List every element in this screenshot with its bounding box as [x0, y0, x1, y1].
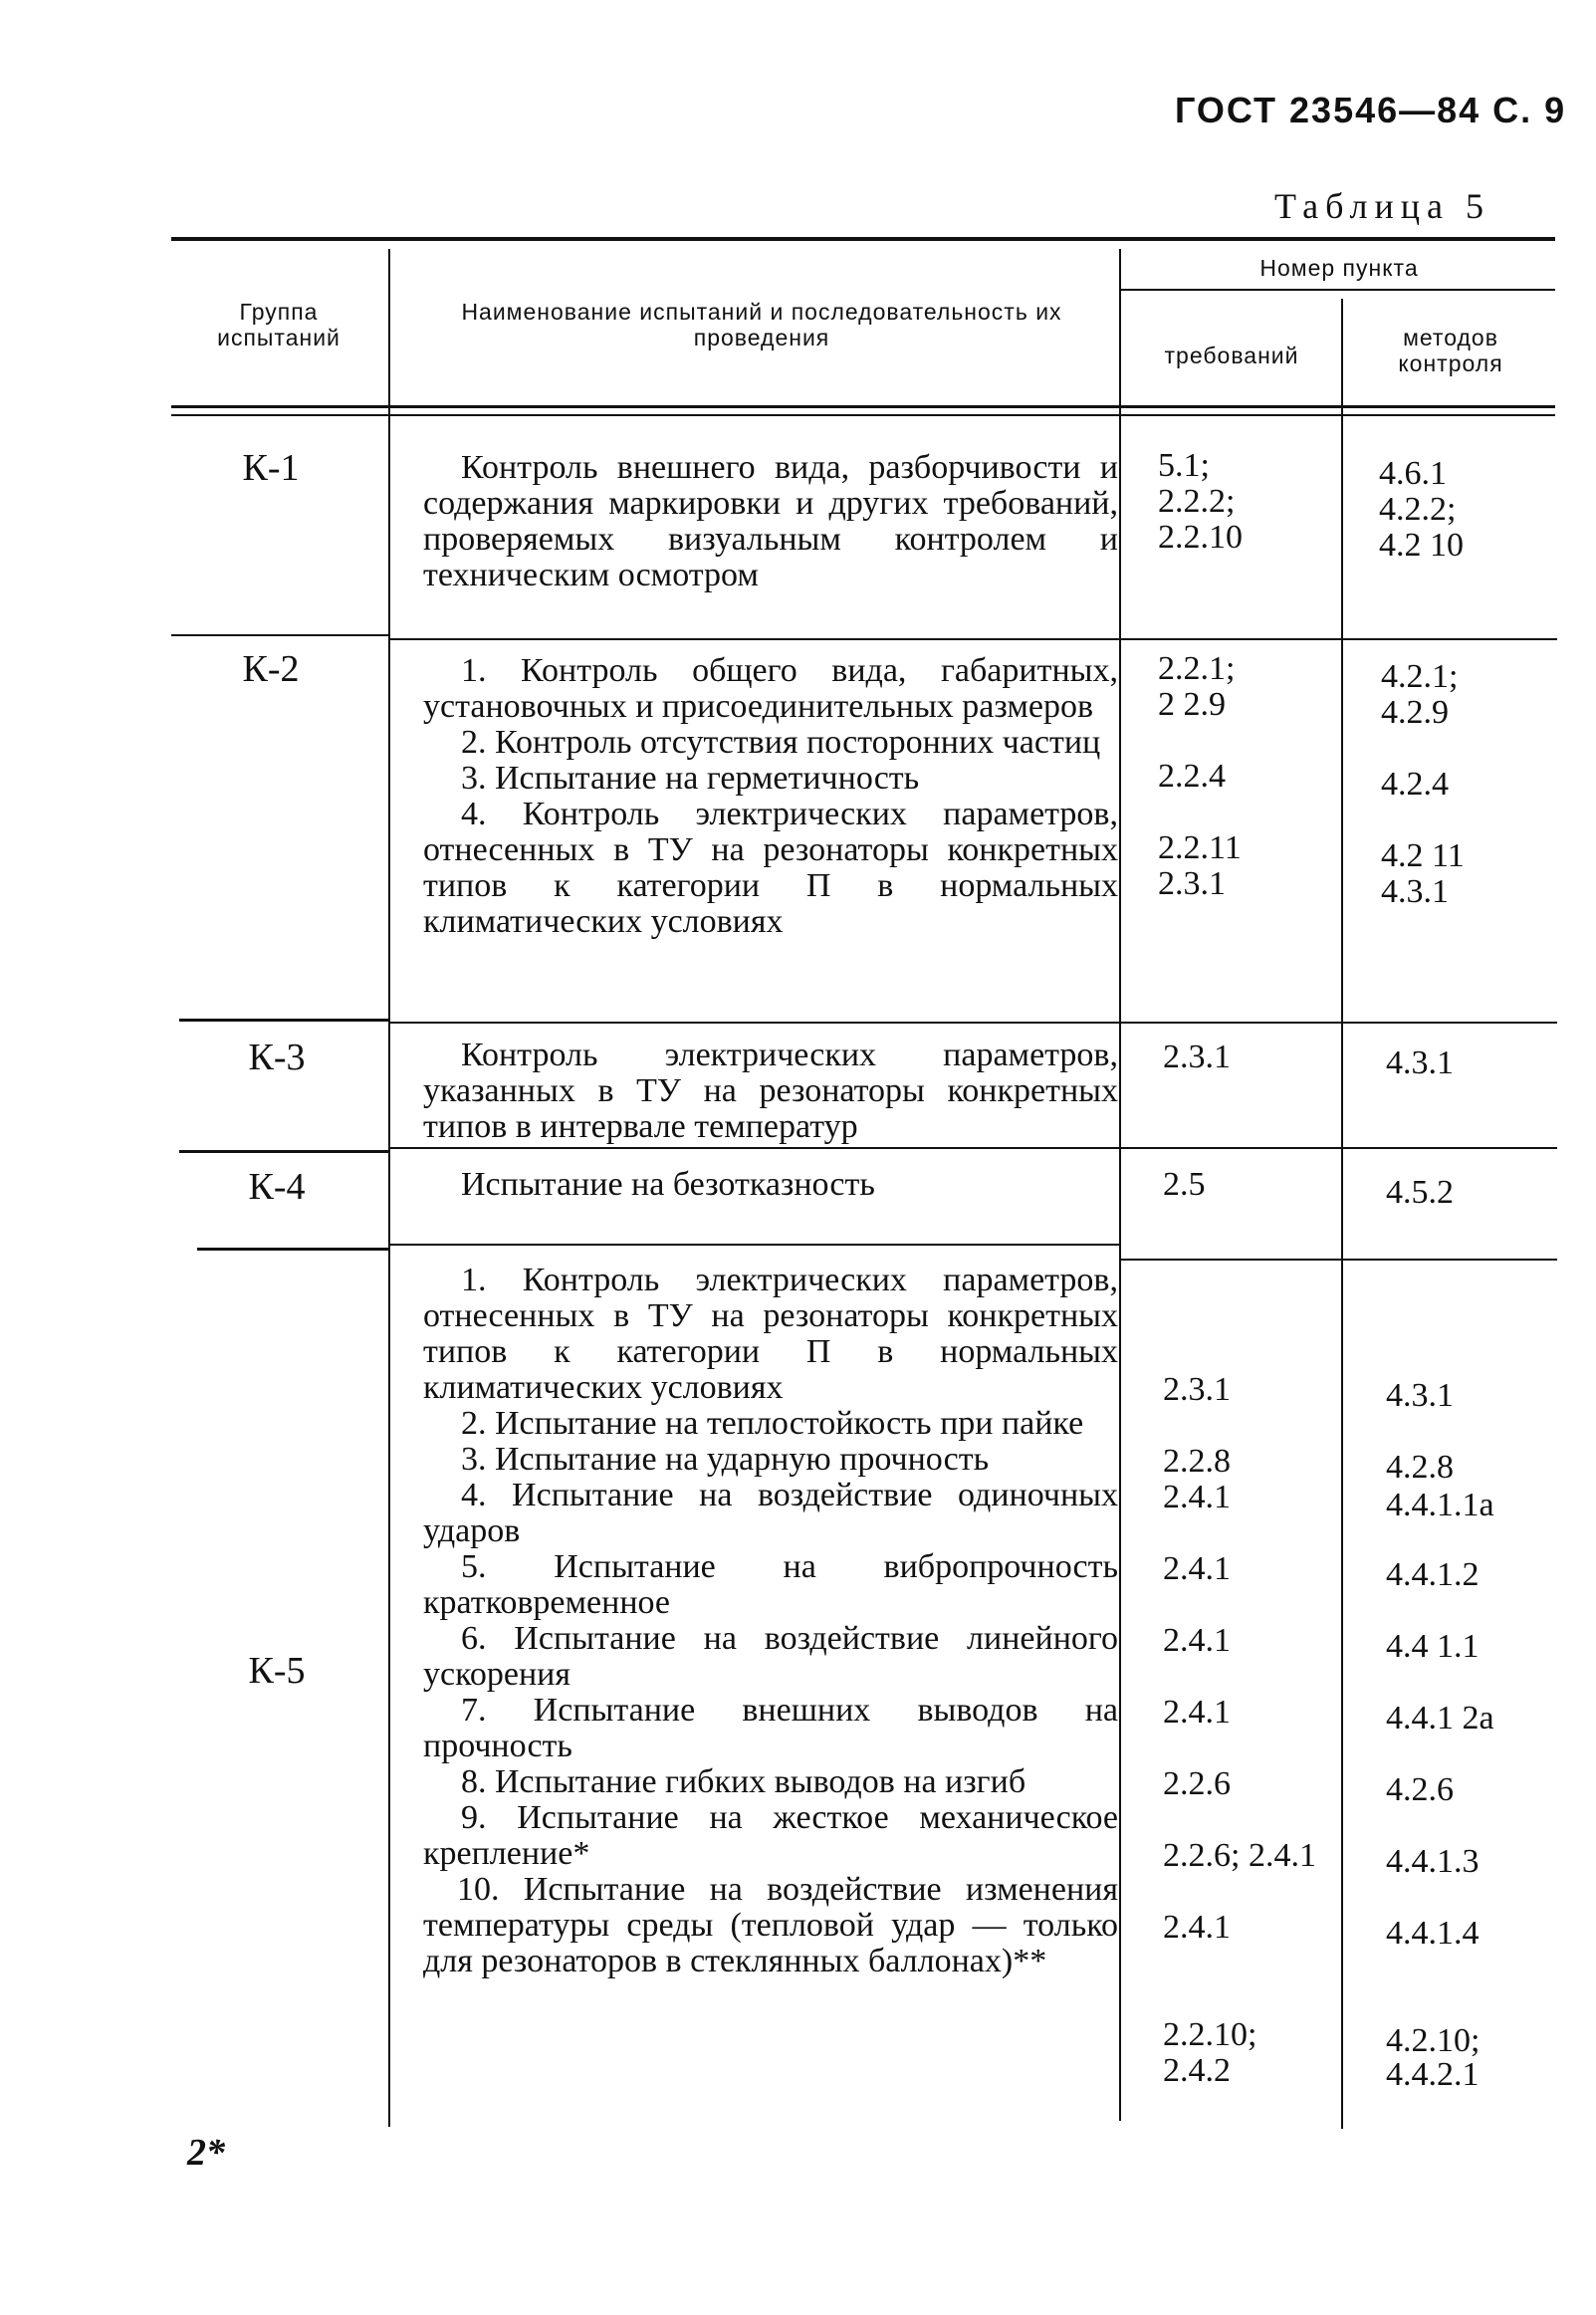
row-k4-description — [423, 1167, 1118, 1203]
row-k3-methods — [1386, 1045, 1454, 1081]
col-divider-3 — [1341, 299, 1343, 2129]
test-item: 2. Контроль отсутствия посторонних частиц — [461, 724, 1101, 761]
test-item: 5. Испытание на вибропрочность кратковременное — [423, 1548, 1118, 1621]
col-divider-1 — [388, 249, 390, 2127]
test-item: Контроль электрических параметров, указанных в ТУ на резонаторы конкретных типов в интервале температур — [423, 1037, 1118, 1145]
test-item: 2. Испытание на теплостойкость при пайке — [461, 1405, 1084, 1442]
method-value: 4.2 11 — [1381, 837, 1465, 874]
method-value: 4.3.1 — [1386, 1044, 1454, 1081]
method-value: 4.2.9 — [1381, 694, 1449, 731]
table-caption: Таблица 5 — [1274, 186, 1490, 226]
req-value: 2.2.1; — [1158, 650, 1236, 687]
test-item: 10. Испытание на воздействие изменения температуры среды (тепловой удар — только для резонаторов в стеклянных баллонах)** — [423, 1871, 1118, 1979]
req-value: 2.2.8 — [1163, 1443, 1231, 1480]
req-value: 2.2.4 — [1158, 758, 1226, 795]
req-value: 2.4.1 — [1163, 1909, 1231, 1946]
method-value: 4.4.1.2 — [1386, 1556, 1480, 1593]
req-value: 2.3.1 — [1158, 865, 1226, 902]
header-bottom-rule-2 — [171, 414, 1555, 416]
req-value: 2.2.10; — [1163, 2016, 1257, 2053]
method-value: 4.6.1 — [1379, 455, 1447, 492]
test-item: 8. Испытание гибких выводов на изгиб — [461, 1763, 1026, 1800]
method-value: 4.3.1 — [1381, 873, 1449, 910]
row-sep-1b — [388, 638, 1121, 640]
col-divider-2 — [1119, 249, 1121, 2121]
method-value: 4.4.1.3 — [1386, 1843, 1480, 1880]
test-item: 4. Испытание на воздействие одиночных ударов — [423, 1477, 1118, 1549]
req-value: 5.1; — [1158, 447, 1210, 484]
header-test-methods: методов контроля — [1398, 325, 1503, 376]
row-sep-3 — [179, 1150, 390, 1153]
header-bottom-rule — [171, 405, 1555, 408]
header-clause-number: Номер пункта — [1259, 255, 1419, 281]
test-item: Испытание на безотказность — [461, 1166, 875, 1203]
row-k1-description — [423, 450, 1118, 593]
req-value: 2.3.1 — [1163, 1039, 1231, 1075]
method-value: 4.2 10 — [1379, 527, 1464, 564]
req-value: 2 2.9 — [1158, 686, 1226, 723]
test-item: 1. Контроль электрических параметров, отнесенных в ТУ на резонаторы конкретных типов к категории П в нормальных климатических условиях — [423, 1262, 1118, 1406]
method-value: 4.5.2 — [1386, 1174, 1454, 1211]
row-sep-4c — [1119, 1259, 1557, 1261]
test-item: 7. Испытание внешних выводов на прочность — [423, 1692, 1118, 1764]
method-value: 4.2.6 — [1386, 1771, 1454, 1808]
header-group: Группа испытаний — [217, 299, 341, 350]
req-value: 2.4.1 — [1163, 1694, 1231, 1731]
row-sep-1 — [171, 634, 390, 636]
test-item: 3. Испытание на герметичность — [461, 760, 920, 797]
group-k3: К-3 — [248, 1037, 306, 1078]
table-top-rule — [171, 237, 1555, 241]
row-k1-req — [1158, 448, 1243, 556]
req-value: 2.2.6 — [1163, 1765, 1231, 1802]
row-sep-2 — [179, 1019, 390, 1022]
row-k2-methods — [1381, 659, 1465, 910]
method-value: 4.4.2.1 — [1386, 2056, 1480, 2093]
method-value: 4.2.1; — [1381, 658, 1459, 695]
row-k2-description — [423, 653, 1118, 940]
test-item: 4. Контроль электрических параметров, отнесенных в ТУ на резонаторы конкретных типов к категории П в нормальных климатических условиях — [423, 796, 1118, 940]
group-k1: К-1 — [242, 447, 300, 489]
method-value: 4.2.4 — [1381, 766, 1449, 803]
group-k2: К-2 — [242, 648, 300, 690]
method-value: 4.2.10; — [1386, 2022, 1481, 2059]
req-value: 2.4.1 — [1163, 1479, 1231, 1515]
row-k5-description — [423, 1263, 1118, 1979]
header-test-name: Наименование испытаний и последовательность их проведения — [461, 299, 1062, 350]
req-value: 2.2.10 — [1158, 519, 1243, 556]
header-requirements: требований — [1164, 343, 1299, 368]
row-sep-2b — [388, 1022, 1557, 1024]
method-value: 4.2.2; — [1379, 491, 1457, 528]
method-value: 4.4 1.1 — [1386, 1628, 1480, 1665]
req-value: 2.5 — [1163, 1166, 1206, 1203]
row-k4-req — [1163, 1167, 1206, 1203]
row-k3-req — [1163, 1040, 1231, 1075]
document-reference: ГОСТ 23546—84 С. 9 — [1175, 90, 1567, 130]
row-sep-3b — [388, 1147, 1557, 1149]
test-item: 6. Испытание на воздействие линейного ускорения — [423, 1620, 1118, 1693]
sheet-mark: 2* — [187, 2132, 225, 2174]
method-value: 4.3.1 — [1386, 1377, 1454, 1414]
row-k4-methods — [1386, 1175, 1454, 1211]
test-item: Контроль внешнего вида, разборчивости и содержания маркировки и других требований, проверяемых визуальным контролем и техническим осмотром — [423, 449, 1118, 593]
req-value: 2.4.1 — [1163, 1550, 1231, 1587]
row-sep-4 — [197, 1248, 390, 1251]
method-value: 4.4.1.4 — [1386, 1915, 1480, 1952]
method-value: 4.4.1.1а — [1386, 1487, 1494, 1523]
req-value: 2.4.1 — [1163, 1622, 1231, 1659]
req-value: 2.2.2; — [1158, 483, 1236, 520]
row-k1-methods — [1379, 456, 1464, 564]
group-k5: К-5 — [248, 1650, 306, 1692]
clause-header-rule — [1121, 289, 1555, 291]
test-item: 3. Испытание на ударную прочность — [461, 1441, 990, 1478]
method-value: 4.2.8 — [1386, 1449, 1454, 1486]
row-k3-description — [423, 1038, 1118, 1145]
group-k4: К-4 — [248, 1166, 306, 1208]
row-sep-1c — [1119, 638, 1557, 640]
req-value: 2.2.11 — [1158, 829, 1242, 866]
method-value: 4.4.1 2а — [1386, 1700, 1494, 1736]
req-value: 2.3.1 — [1163, 1371, 1231, 1408]
req-value: 2.2.6; 2.4.1 — [1163, 1837, 1316, 1874]
test-item: 1. Контроль общего вида, габаритных, установочных и присоединительных размеров — [423, 652, 1118, 725]
row-sep-4b — [388, 1244, 1121, 1246]
test-item: 9. Испытание на жесткое механическое крепление* — [423, 1799, 1118, 1872]
req-value: 2.4.2 — [1163, 2052, 1231, 2089]
row-k2-req — [1158, 651, 1242, 902]
